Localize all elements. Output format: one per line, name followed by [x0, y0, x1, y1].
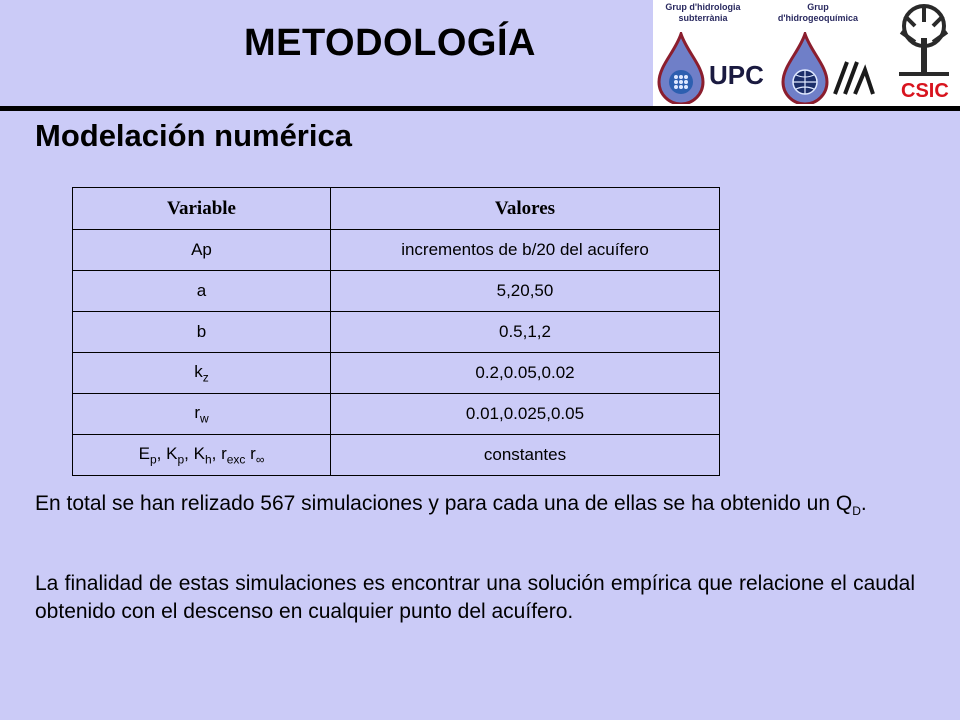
csic-logo-text: CSIC [901, 80, 949, 102]
logo-banner [653, 0, 960, 108]
cell-variable: Ap [73, 230, 331, 271]
cell-valores: 0.5,1,2 [331, 312, 720, 353]
logo-hidrologia-line2: subterrània [678, 13, 728, 23]
variable-base: r [194, 402, 200, 422]
table-row [73, 435, 720, 476]
table-row [73, 271, 720, 312]
cell-valores: incrementos de b/20 del acuífero [331, 230, 720, 271]
variable-subscript: z [202, 370, 209, 385]
tree-logo-icon [891, 2, 957, 78]
variable-part: , K [156, 443, 178, 463]
cell-variable [73, 353, 331, 394]
variable-base: k [194, 361, 203, 381]
section-subtitle: Modelación numérica [35, 118, 352, 153]
cell-variable [73, 435, 331, 476]
variable-part: r [245, 443, 256, 463]
paragraph-simulations-end: . [860, 492, 867, 515]
cell-variable [73, 394, 331, 435]
variable-part: , K [184, 443, 205, 463]
variable-part: , r [211, 443, 227, 463]
variable-subscript: p [149, 452, 157, 467]
paragraph-simulations-text: En total se han relizado 567 simulaciones y para cada una de ellas se ha obtenido un Q [35, 492, 853, 515]
cell-variable: a [73, 271, 331, 312]
table-header-row [73, 188, 720, 230]
cell-variable: b [73, 312, 331, 353]
globe-drop-logo-icon [781, 32, 829, 104]
variable-subscript: h [204, 452, 212, 467]
upc-logo-text: UPC [709, 60, 764, 90]
logo-hidrologia-label [653, 2, 753, 24]
table-row [73, 353, 720, 394]
cell-valores: constantes [331, 435, 720, 476]
table-row [73, 394, 720, 435]
table-row [73, 312, 720, 353]
cell-valores: 5,20,50 [331, 271, 720, 312]
variable-subscript: p [177, 452, 185, 467]
paragraph-simulations-subscript: D [852, 504, 861, 519]
table-header-variable: Variable [73, 188, 331, 230]
table-header-valores: Valores [331, 188, 720, 230]
variable-part: E [138, 443, 150, 463]
paragraph-purpose: La finalidad de estas simulaciones es encontrar una solución empírica que relacione el caudal obtenido con el descenso en cualquier punto del acuífero. [35, 572, 915, 623]
cell-valores: 0.01,0.025,0.05 [331, 394, 720, 435]
page-title: METODOLOGÍA [244, 22, 536, 64]
logo-hidrogeoquimica-label [763, 2, 873, 24]
logo-hidrogeoquimica-line2: d'hidrogeoquímica [777, 13, 859, 23]
variable-subscript: exc [226, 452, 246, 467]
table-row [73, 230, 720, 271]
header-divider [0, 106, 960, 111]
water-drop-logo-icon [657, 32, 705, 104]
paragraph-simulations [35, 490, 915, 525]
variables-table [72, 187, 720, 476]
variable-subscript: ∞ [255, 452, 265, 467]
variable-subscript: w [200, 411, 209, 426]
logo-hidrologia-line1: Grup d'hidrologia [665, 2, 741, 12]
ija-logo-icon [831, 58, 875, 98]
cell-valores: 0.2,0.05,0.02 [331, 353, 720, 394]
logo-hidrogeoquimica-line1: Grup [807, 2, 829, 12]
